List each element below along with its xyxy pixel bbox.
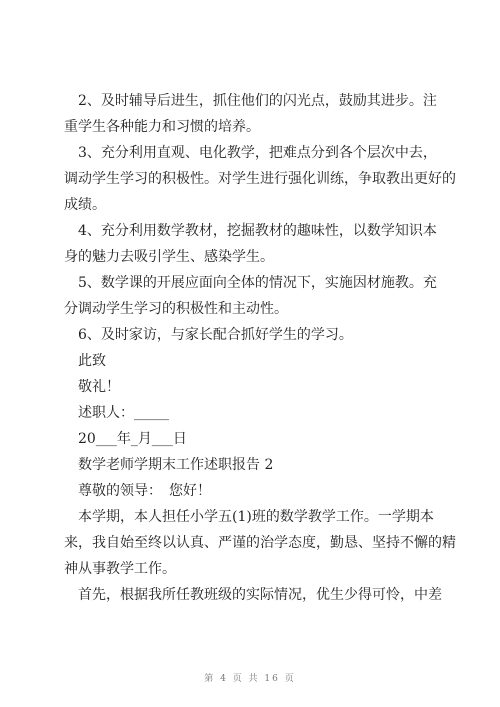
paragraph — [64, 322, 442, 348]
text-line: 神从事教学工作。 — [64, 561, 176, 577]
text-line: 5、数学课的开展应面向全体的情况下，实施因材施教。充 — [64, 275, 437, 291]
text-line: 敬礼！ — [64, 379, 120, 395]
paragraph — [64, 478, 442, 504]
text-line: 4、充分利用数学教材，挖掘教材的趣味性，以数学知识本 — [64, 223, 437, 239]
paragraph — [64, 218, 442, 270]
paragraph — [64, 582, 442, 608]
text-line: 20___年_月___日 — [64, 431, 187, 447]
text-line: 尊敬的领导： 您好！ — [64, 483, 211, 499]
text-line: 调动学生学习的积极性。对学生进行强化训练，争取教出更好的 — [64, 171, 456, 187]
text-line: 6、及时家访，与家长配合抓好学生的学习。 — [64, 327, 353, 343]
paragraph — [64, 426, 442, 452]
text-line: 3、充分利用直观、电化教学，把难点分到各个层次中去， — [64, 145, 437, 161]
paragraph — [64, 452, 442, 478]
text-line: 2、及时辅导后进生，抓住他们的闪光点，鼓励其进步。注 — [64, 93, 437, 109]
text-line: 成绩。 — [64, 197, 106, 213]
paragraph — [64, 348, 442, 374]
paragraph — [64, 140, 456, 218]
page-footer: 第 4 页 共 16 页 — [204, 674, 296, 684]
text-line: 本学期，本人担任小学五(1)班的数学教学工作。一学期本 — [64, 509, 434, 525]
text-line: 首先，根据我所任教班级的实际情况，优生少得可怜，中差 — [64, 587, 442, 603]
text-line: 数学老师学期末工作述职报告 2 — [64, 457, 274, 473]
paragraph — [64, 400, 442, 426]
paragraph — [64, 88, 442, 140]
text-line: 来，我自始至终以认真、严谨的治学态度，勤恳、坚持不懈的精 — [64, 535, 456, 551]
text-line: 身的魅力去吸引学生、感染学生。 — [64, 249, 274, 265]
paragraph — [64, 504, 456, 582]
text-line: 此致 — [64, 353, 106, 369]
text-line: 重学生各种能力和习惯的培养。 — [64, 119, 260, 135]
document-body — [64, 88, 456, 608]
paragraph — [64, 270, 442, 322]
text-line: 分调动学生学习的积极性和主动性。 — [64, 301, 288, 317]
paragraph — [64, 374, 442, 400]
text-line: 述职人：_____ — [64, 405, 169, 421]
